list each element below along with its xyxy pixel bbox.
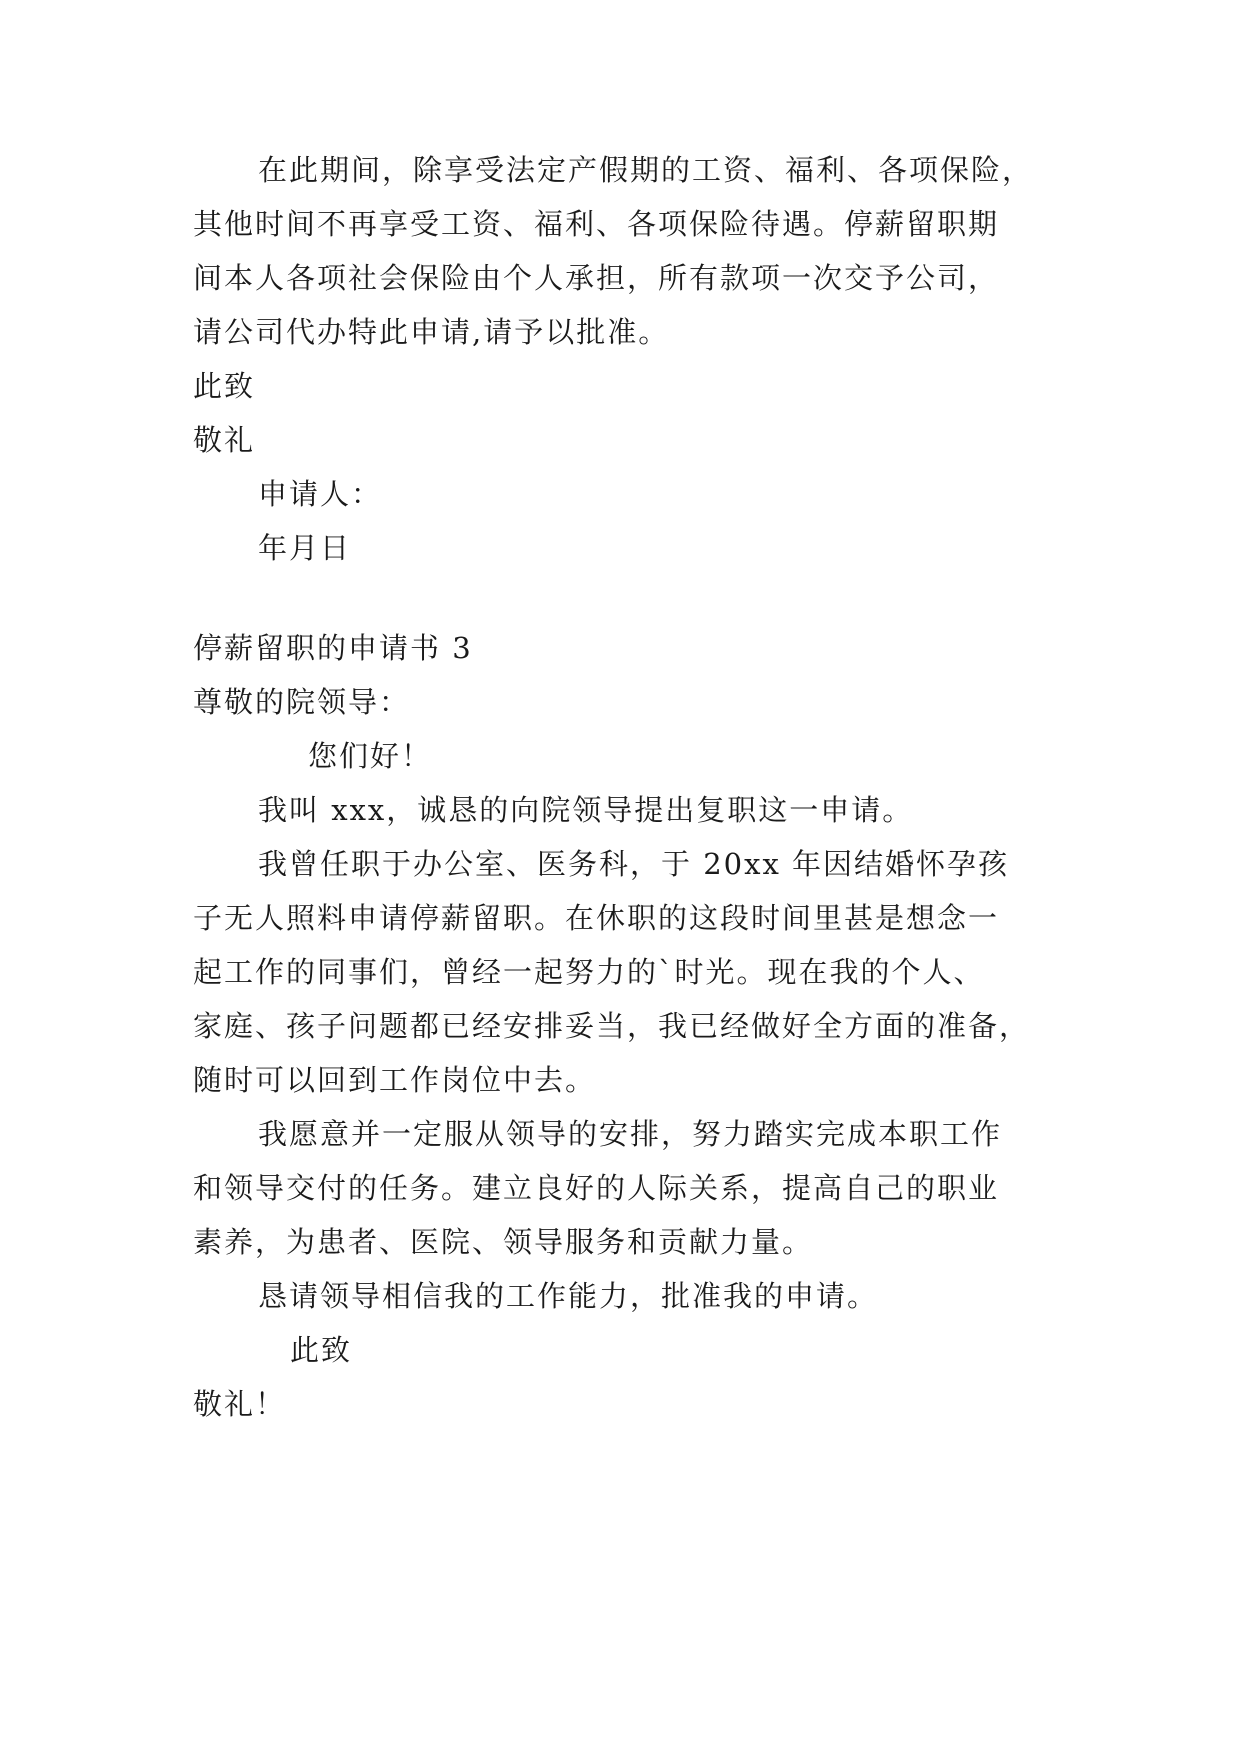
paragraph-line: 随时可以回到工作岗位中去。 xyxy=(193,1063,597,1097)
applicant-label: 申请人： xyxy=(258,477,383,511)
paragraph-line: 子无人照料申请停薪留职。在休职的这段时间里甚是想念一 xyxy=(193,901,1000,935)
paragraph-line: 素养，为患者、医院、领导服务和贡献力量。 xyxy=(193,1225,814,1259)
paragraph-line: 家庭、孩子问题都已经安排妥当，我已经做好全方面的准备， xyxy=(193,1009,1031,1043)
paragraph-line: 我曾任职于办公室、医务科，于 20xx 年因结婚怀孕孩 xyxy=(258,847,1010,881)
paragraph-line: 请公司代办特此申请,请予以批准。 xyxy=(193,315,670,349)
closing-line: 此致 xyxy=(290,1333,353,1367)
section-title: 停薪留职的申请书 3 xyxy=(193,631,473,665)
salutation: 尊敬的院领导： xyxy=(193,685,411,719)
paragraph-line: 起工作的同事们，曾经一起努力的`时光。现在我的个人、 xyxy=(193,955,985,989)
closing-line: 敬礼！ xyxy=(193,1387,287,1421)
paragraph-line: 其他时间不再享受工资、福利、各项保险待遇。停薪留职期 xyxy=(193,207,1000,241)
date-label: 年月日 xyxy=(258,531,352,565)
closing-line: 此致 xyxy=(193,369,256,403)
paragraph-line: 我愿意并一定服从领导的安排，努力踏实完成本职工作 xyxy=(258,1117,1003,1151)
paragraph-line: 间本人各项社会保险由个人承担，所有款项一次交予公司， xyxy=(193,261,1000,295)
closing-line: 敬礼 xyxy=(193,423,256,457)
greeting: 您们好！ xyxy=(308,739,433,773)
paragraph-line: 恳请领导相信我的工作能力，批准我的申请。 xyxy=(258,1279,879,1313)
paragraph-line: 我叫 xxx，诚恳的向院领导提出复职这一申请。 xyxy=(258,793,914,827)
paragraph-line: 在此期间，除享受法定产假期的工资、福利、各项保险， xyxy=(258,153,1034,187)
paragraph-line: 和领导交付的任务。建立良好的人际关系，提高自己的职业 xyxy=(193,1171,1000,1205)
